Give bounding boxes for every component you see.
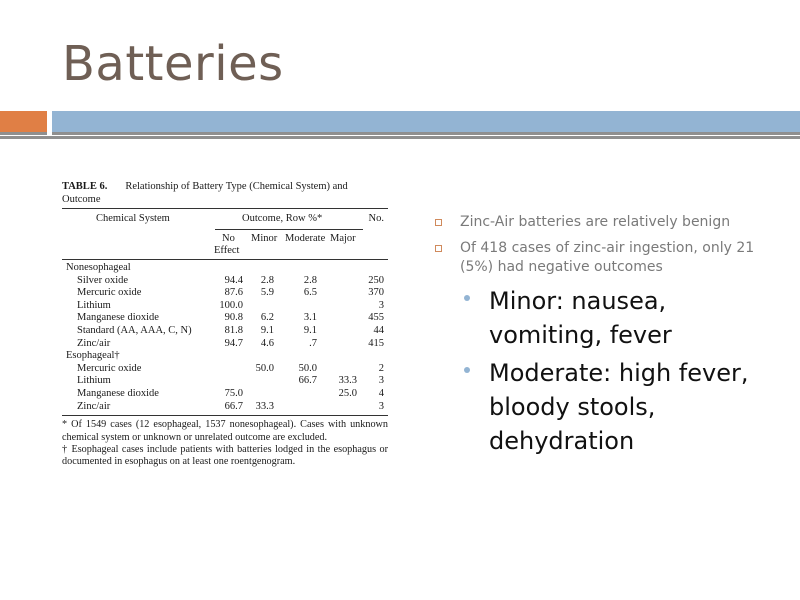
table-row — [62, 363, 388, 376]
cell-minor: 50.0 — [255, 362, 274, 374]
sub-bullet-item — [460, 356, 774, 458]
group-label: Esophageal† — [66, 350, 120, 362]
header-sub-rule — [215, 229, 363, 230]
table-row — [62, 401, 388, 414]
header-chemical-system: Chemical System — [96, 213, 170, 224]
header-no: No. — [368, 213, 384, 224]
cell-system: Zinc/air — [77, 337, 111, 349]
bullet-list — [434, 213, 774, 462]
divider-rule — [0, 136, 800, 139]
cell-system: Lithium — [77, 299, 111, 311]
cell-system: Manganese dioxide — [77, 312, 159, 324]
sub-bullet-text: Minor: nausea, vomiting, fever — [489, 287, 672, 349]
accent-bar-blue — [52, 111, 800, 132]
header-no-effect-2: Effect — [214, 245, 240, 256]
cell-no: 250 — [368, 274, 384, 286]
table-row — [62, 325, 388, 338]
table-row — [62, 312, 388, 325]
cell-minor: 9.1 — [260, 324, 274, 336]
cell-moderate: 66.7 — [298, 375, 317, 387]
cell-major: 25.0 — [338, 387, 357, 399]
cell-no-effect: 100.0 — [219, 299, 243, 311]
cell-moderate: 6.5 — [303, 287, 317, 299]
cell-minor: 4.6 — [260, 337, 274, 349]
cell-no-effect: 94.7 — [224, 337, 243, 349]
cell-moderate: 9.1 — [303, 324, 317, 336]
cell-no-effect: 90.8 — [224, 312, 243, 324]
cell-system: Mercuric oxide — [77, 287, 142, 299]
cell-no: 3 — [378, 400, 384, 412]
cell-moderate: .7 — [309, 337, 317, 349]
cell-no: 2 — [378, 362, 384, 374]
slide-title: Batteries — [62, 36, 284, 92]
cell-no: 3 — [378, 299, 384, 311]
cell-minor: 2.8 — [260, 274, 274, 286]
square-bullet-icon — [435, 219, 442, 226]
bullet-item — [434, 213, 774, 232]
battery-outcome-table — [62, 180, 388, 469]
accent-bar-blue-shadow — [52, 132, 800, 135]
cell-system: Manganese dioxide — [77, 387, 159, 399]
group-row — [62, 350, 388, 363]
table-row — [62, 375, 388, 388]
table-caption-label: TABLE 6. — [62, 181, 108, 192]
table-footnotes — [62, 419, 388, 469]
cell-no-effect: 75.0 — [224, 387, 243, 399]
table-row — [62, 388, 388, 401]
table-row — [62, 338, 388, 351]
cell-minor: 33.3 — [255, 400, 274, 412]
table-row — [62, 287, 388, 300]
sub-bullet-list — [434, 284, 774, 458]
header-outcome-group: Outcome, Row %* — [242, 213, 323, 224]
table-header — [62, 209, 388, 259]
bullet-item — [434, 239, 774, 277]
table-row — [62, 300, 388, 313]
cell-moderate: 3.1 — [303, 312, 317, 324]
header-no-effect-1: No — [222, 233, 235, 244]
group-row — [62, 262, 388, 275]
cell-no: 44 — [373, 324, 384, 336]
cell-no: 3 — [378, 375, 384, 387]
cell-system: Lithium — [77, 375, 111, 387]
table-caption-text: Relationship of Battery Type (Chemical System) and Outcome — [62, 181, 348, 205]
table-bottom-rule — [62, 415, 388, 416]
sub-bullet-item — [460, 284, 774, 352]
cell-no: 415 — [368, 337, 384, 349]
footnote-asterisk: * Of 1549 cases (12 esophageal, 1537 nonesophageal). Cases with unknown chemical system or unknown or unrelated outcome are excluded. — [62, 419, 388, 443]
table-row — [62, 275, 388, 288]
cell-no: 370 — [368, 287, 384, 299]
cell-major: 33.3 — [338, 375, 357, 387]
cell-moderate: 2.8 — [303, 274, 317, 286]
table-caption — [62, 180, 388, 206]
table-body — [62, 260, 388, 413]
dot-bullet-icon — [464, 367, 470, 373]
header-moderate: Moderate — [285, 233, 326, 244]
dot-bullet-icon — [464, 295, 470, 301]
cell-minor: 5.9 — [260, 287, 274, 299]
cell-system: Zinc/air — [77, 400, 111, 412]
sub-bullet-text: Moderate: high fever, bloody stools, dehydration — [489, 359, 749, 455]
cell-no: 4 — [378, 387, 384, 399]
cell-no: 455 — [368, 312, 384, 324]
bullet-text: Of 418 cases of zinc-air ingestion, only 21 (5%) had negative outcomes — [460, 240, 755, 275]
cell-no-effect: 94.4 — [224, 274, 243, 286]
header-minor: Minor — [251, 233, 278, 244]
header-major: Major — [330, 233, 356, 244]
cell-no-effect: 87.6 — [224, 287, 243, 299]
accent-bar-orange-shadow — [0, 132, 47, 135]
cell-system: Standard (AA, AAA, C, N) — [77, 324, 192, 336]
cell-no-effect: 81.8 — [224, 324, 243, 336]
footnote-dagger: † Esophageal cases include patients with batteries lodged in the esophagus or documented in esophagus on at least one roentgenogram. — [62, 443, 388, 468]
cell-system: Mercuric oxide — [77, 362, 142, 374]
accent-bar-orange — [0, 111, 47, 132]
cell-minor: 6.2 — [260, 312, 274, 324]
cell-no-effect: 66.7 — [224, 400, 243, 412]
group-label: Nonesophageal — [66, 262, 131, 273]
square-bullet-icon — [435, 245, 442, 252]
cell-moderate: 50.0 — [298, 362, 317, 374]
bullet-text: Zinc-Air batteries are relatively benign — [460, 214, 731, 230]
cell-system: Silver oxide — [77, 274, 129, 286]
